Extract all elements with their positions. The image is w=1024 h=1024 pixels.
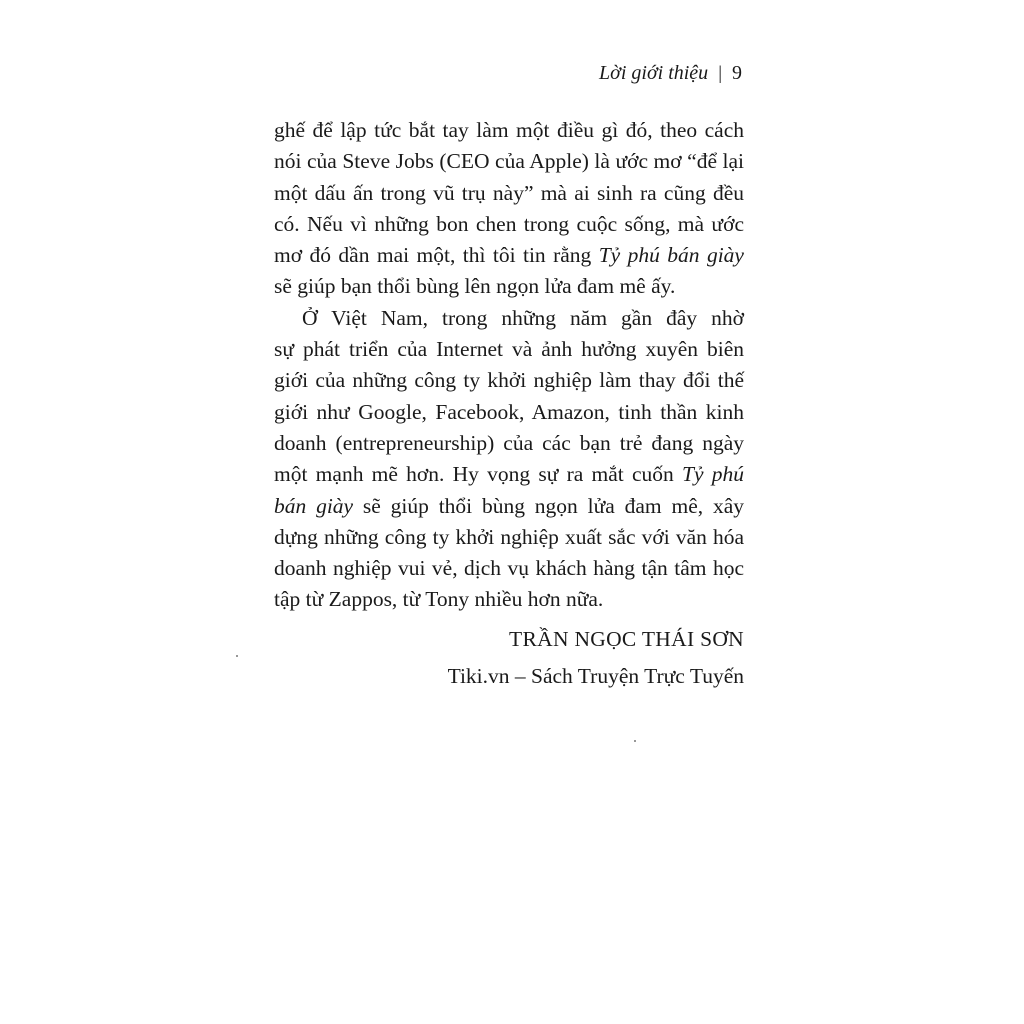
text-run: một mạnh mẽ hơn. Hy vọng sự ra mắt cuốn (274, 462, 683, 487)
author-signature: TRẦN NGỌC THÁI SƠN (509, 626, 744, 651)
text-line: doanh nghiệp vui vẻ, dịch vụ khách hàng tận tâm học (274, 556, 744, 581)
text-line (274, 491, 744, 522)
text-line: dựng những công ty khởi nghiệp xuất sắc với văn hóa (274, 524, 744, 549)
text-run: mơ đó dần mai một, thì tôi tin rằng (274, 243, 599, 268)
text-line: giới như Google, Facebook, Amazon, tinh thần kinh (274, 399, 744, 424)
text-line: nói của Steve Jobs (CEO của Apple) là ước mơ “để lại (274, 149, 744, 174)
print-speck (236, 655, 238, 657)
body-text (274, 115, 744, 692)
text-line: một dấu ấn trong vũ trụ này” mà ai sinh ra cũng đều (274, 180, 744, 205)
book-title-italic: Tỷ phú bán giày (598, 243, 744, 268)
chapter-title: Lời giới thiệu (599, 62, 709, 84)
print-speck (634, 740, 636, 742)
paragraph-2 (274, 303, 744, 616)
text-line: giới của những công ty khởi nghiệp làm thay đổi thế (274, 368, 744, 393)
page-number: 9 (732, 62, 742, 84)
running-header (599, 62, 742, 85)
text-line: có. Nếu vì những bon chen trong cuộc sống, mà ước (274, 211, 744, 236)
text-run: sẽ giúp thổi bùng ngọn lửa đam mê, xây (353, 493, 744, 518)
text-line (274, 459, 744, 490)
text-line: sẽ giúp bạn thổi bùng lên ngọn lửa đam mê ấy. (274, 274, 676, 299)
text-line: doanh (entrepreneurship) của các bạn trẻ đang ngày (274, 430, 744, 455)
text-line (274, 240, 744, 271)
book-title-italic: bán giày (274, 493, 354, 518)
book-title-italic: Tỷ phú (682, 462, 744, 487)
text-line: tập từ Zappos, từ Tony nhiều hơn nữa. (274, 587, 604, 612)
text-line: ghế để lập tức bắt tay làm một điều gì đó, theo cách (274, 118, 744, 142)
text-line: sự phát triển của Internet và ảnh hưởng xuyên biên (274, 337, 744, 362)
text-line: Ở Việt Nam, trong những năm gần đây nhờ (302, 305, 744, 330)
paragraph-1 (274, 115, 744, 303)
header-separator: | (718, 63, 722, 84)
source-credit: Tiki.vn – Sách Truyện Trực Tuyến (447, 664, 744, 689)
